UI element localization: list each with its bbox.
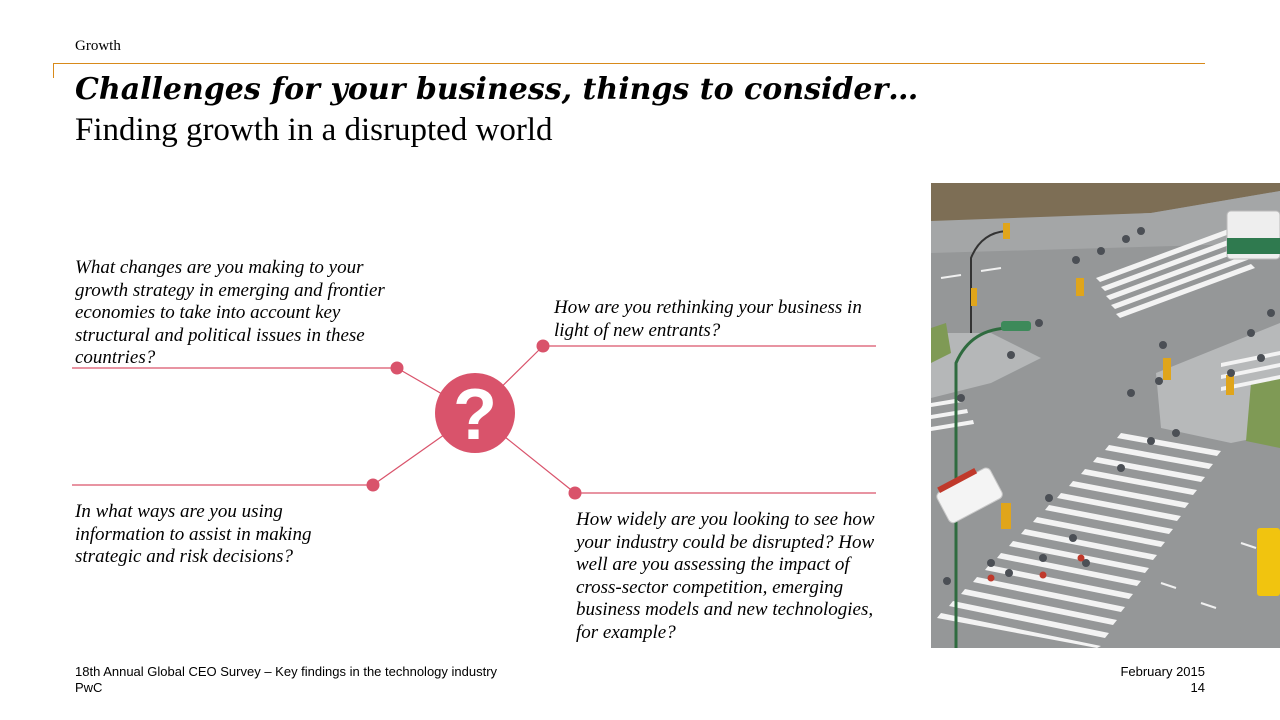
question-industry-disruption: How widely are you looking to see how your industry could be disrupted? How well are you assessing the impact of cross-sector competition, emerging business models and new technologies, for example? (576, 509, 875, 643)
slide-subtitle: Finding growth in a disrupted world (75, 112, 553, 148)
question-new-entrants: How are you rethinking your business in light of new entrants? (554, 297, 862, 341)
footer-company: PwC (75, 680, 103, 695)
slide-title: Challenges for your business, things to consider… (75, 72, 919, 107)
footer-page-number: 14 (1190, 680, 1205, 695)
connector-dot-2 (537, 340, 550, 353)
footer-left (75, 664, 497, 696)
footer-survey-title: 18th Annual Global CEO Survey – Key findings in the technology industry (75, 664, 498, 679)
connector-dot-3 (367, 479, 380, 492)
connector-dot-4 (569, 487, 582, 500)
question-emerging-economies: What changes are you making to your growth strategy in emerging and frontier economies to take into account key structural and political issues in these countries? (75, 257, 385, 368)
question-information-decisions: In what ways are you using information to assist in making strategic and risk decisions? (75, 501, 312, 567)
connector-dot-1 (391, 362, 404, 375)
footer-date: February 2015 (1120, 664, 1205, 679)
footer-right (1120, 664, 1205, 696)
street-crossing-photo (931, 183, 1280, 648)
section-label: Growth (75, 38, 121, 54)
question-mark-icon: ? (453, 375, 497, 455)
